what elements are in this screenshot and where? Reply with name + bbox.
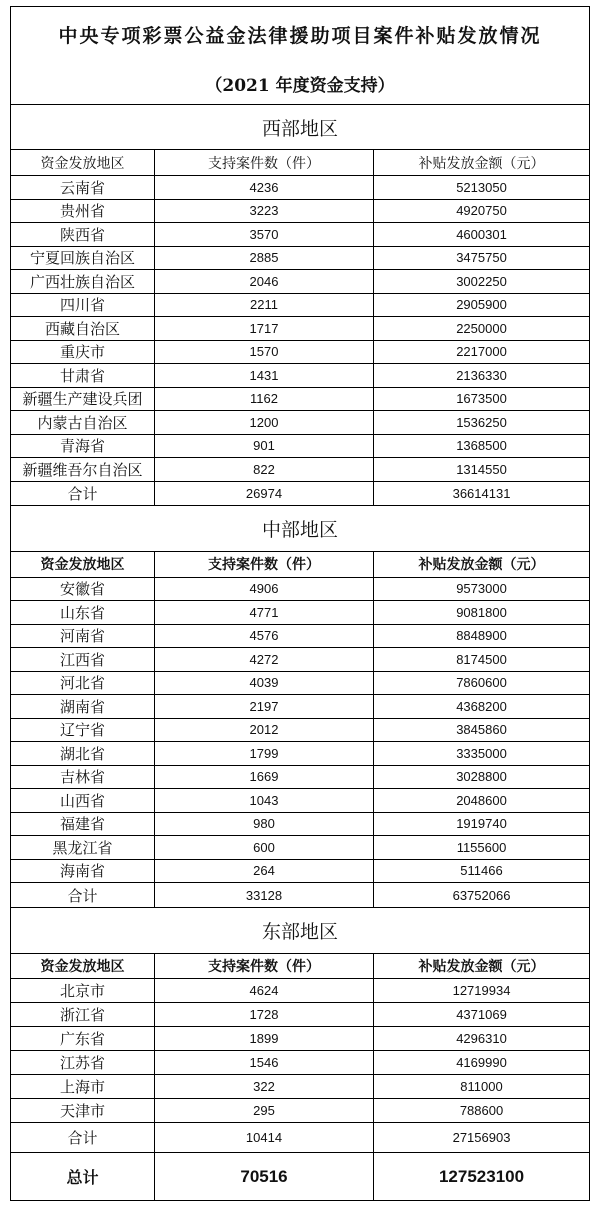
section-title-row [11, 105, 590, 150]
amount-cell: 1155600 [374, 836, 590, 860]
table-row [11, 765, 590, 789]
grand-total-amount: 127523100 [374, 1153, 590, 1201]
amount-cell: 4368200 [374, 695, 590, 719]
region-cell: 湖南省 [11, 695, 155, 719]
cases-cell: 1570 [155, 340, 374, 364]
region-cell: 浙江省 [11, 1003, 155, 1027]
amount-cell: 2250000 [374, 317, 590, 341]
region-cell: 河南省 [11, 624, 155, 648]
table-row [11, 223, 590, 247]
column-header-region: 资金发放地区 [11, 551, 155, 577]
table-row [11, 601, 590, 625]
amount-cell: 1368500 [374, 434, 590, 458]
column-header-cases: 支持案件数（件） [155, 150, 374, 176]
region-cell: 福建省 [11, 812, 155, 836]
grand-total-cases: 70516 [155, 1153, 374, 1201]
region-cell: 贵州省 [11, 199, 155, 223]
section-title: 东部地区 [11, 908, 590, 954]
amount-cell: 4296310 [374, 1027, 590, 1051]
cases-cell: 901 [155, 434, 374, 458]
cases-cell: 4272 [155, 648, 374, 672]
table-row [11, 270, 590, 294]
table-row [11, 718, 590, 742]
amount-cell: 1673500 [374, 387, 590, 411]
cases-cell: 3223 [155, 199, 374, 223]
cases-cell: 980 [155, 812, 374, 836]
table-row [11, 859, 590, 883]
table-row [11, 1051, 590, 1075]
region-cell: 河北省 [11, 671, 155, 695]
table-row [11, 1003, 590, 1027]
amount-cell: 3028800 [374, 765, 590, 789]
amount-cell: 8174500 [374, 648, 590, 672]
region-cell: 江西省 [11, 648, 155, 672]
region-cell: 江苏省 [11, 1051, 155, 1075]
region-cell: 吉林省 [11, 765, 155, 789]
region-cell: 山西省 [11, 789, 155, 813]
subtitle-row [11, 63, 590, 105]
region-cell: 海南省 [11, 859, 155, 883]
amount-cell: 1536250 [374, 411, 590, 435]
amount-cell: 7860600 [374, 671, 590, 695]
cases-cell: 822 [155, 458, 374, 482]
table-row [11, 648, 590, 672]
region-cell: 宁夏回族自治区 [11, 246, 155, 270]
table-row [11, 364, 590, 388]
header-row [11, 150, 590, 176]
amount-cell: 9573000 [374, 577, 590, 601]
document-subtitle: （2021 年度资金支持） [11, 63, 590, 105]
subtotal-cases: 33128 [155, 883, 374, 908]
table-row [11, 1075, 590, 1099]
amount-cell: 4169990 [374, 1051, 590, 1075]
table-row [11, 836, 590, 860]
subtotal-row [11, 883, 590, 908]
amount-cell: 4600301 [374, 223, 590, 247]
region-cell: 上海市 [11, 1075, 155, 1099]
cases-cell: 4236 [155, 176, 374, 200]
cases-cell: 3570 [155, 223, 374, 247]
cases-cell: 4039 [155, 671, 374, 695]
table-row [11, 577, 590, 601]
subtotal-cases: 26974 [155, 481, 374, 505]
cases-cell: 322 [155, 1075, 374, 1099]
subtotal-cases: 10414 [155, 1123, 374, 1153]
cases-cell: 2211 [155, 293, 374, 317]
table-row [11, 293, 590, 317]
document [10, 6, 589, 1201]
header-row [11, 954, 590, 979]
amount-cell: 2217000 [374, 340, 590, 364]
region-cell: 安徽省 [11, 577, 155, 601]
cases-cell: 2012 [155, 718, 374, 742]
section-title: 中部地区 [11, 505, 590, 551]
amount-cell: 511466 [374, 859, 590, 883]
table-row [11, 340, 590, 364]
table-row [11, 789, 590, 813]
column-header-amount: 补贴发放金额（元） [374, 954, 590, 979]
amount-cell: 3335000 [374, 742, 590, 766]
table-row [11, 317, 590, 341]
amount-cell: 3002250 [374, 270, 590, 294]
cases-cell: 4576 [155, 624, 374, 648]
header-row [11, 551, 590, 577]
cases-cell: 1717 [155, 317, 374, 341]
cases-cell: 1200 [155, 411, 374, 435]
amount-cell: 9081800 [374, 601, 590, 625]
document-title: 中央专项彩票公益金法律援助项目案件补贴发放情况 [11, 7, 590, 63]
column-header-region: 资金发放地区 [11, 150, 155, 176]
section-title-row [11, 908, 590, 954]
amount-cell: 4920750 [374, 199, 590, 223]
table-row [11, 812, 590, 836]
subtotal-label: 合计 [11, 883, 155, 908]
cases-cell: 4624 [155, 979, 374, 1003]
region-cell: 新疆维吾尔自治区 [11, 458, 155, 482]
table-row [11, 624, 590, 648]
subtotal-row [11, 481, 590, 505]
region-cell: 重庆市 [11, 340, 155, 364]
subtotal-label: 合计 [11, 1123, 155, 1153]
amount-cell: 2048600 [374, 789, 590, 813]
region-cell: 辽宁省 [11, 718, 155, 742]
cases-cell: 264 [155, 859, 374, 883]
table-row [11, 742, 590, 766]
table-row [11, 695, 590, 719]
section-title: 西部地区 [11, 105, 590, 150]
cases-cell: 1546 [155, 1051, 374, 1075]
table-row [11, 434, 590, 458]
table-row [11, 199, 590, 223]
amount-cell: 3475750 [374, 246, 590, 270]
cases-cell: 2197 [155, 695, 374, 719]
amount-cell: 2905900 [374, 293, 590, 317]
subtotal-row [11, 1123, 590, 1153]
cases-cell: 4906 [155, 577, 374, 601]
cases-cell: 4771 [155, 601, 374, 625]
region-cell: 山东省 [11, 601, 155, 625]
amount-cell: 2136330 [374, 364, 590, 388]
table-row [11, 387, 590, 411]
amount-cell: 788600 [374, 1099, 590, 1123]
subtotal-label: 合计 [11, 481, 155, 505]
region-cell: 云南省 [11, 176, 155, 200]
region-cell: 广东省 [11, 1027, 155, 1051]
column-header-cases: 支持案件数（件） [155, 954, 374, 979]
amount-cell: 3845860 [374, 718, 590, 742]
region-cell: 四川省 [11, 293, 155, 317]
table-row [11, 671, 590, 695]
region-cell: 新疆生产建设兵团 [11, 387, 155, 411]
cases-cell: 1669 [155, 765, 374, 789]
cases-cell: 1799 [155, 742, 374, 766]
amount-cell: 12719934 [374, 979, 590, 1003]
amount-cell: 811000 [374, 1075, 590, 1099]
table-row [11, 458, 590, 482]
cases-cell: 1899 [155, 1027, 374, 1051]
amount-cell: 1919740 [374, 812, 590, 836]
cases-cell: 600 [155, 836, 374, 860]
table-row [11, 979, 590, 1003]
amount-cell: 1314550 [374, 458, 590, 482]
table-body [11, 7, 590, 1201]
region-cell: 西藏自治区 [11, 317, 155, 341]
table-row [11, 246, 590, 270]
grand-total-row [11, 1153, 590, 1201]
region-cell: 湖北省 [11, 742, 155, 766]
amount-cell: 8848900 [374, 624, 590, 648]
region-cell: 广西壮族自治区 [11, 270, 155, 294]
column-header-amount: 补贴发放金额（元） [374, 150, 590, 176]
amount-cell: 5213050 [374, 176, 590, 200]
subtotal-amount: 63752066 [374, 883, 590, 908]
cases-cell: 1162 [155, 387, 374, 411]
region-cell: 黑龙江省 [11, 836, 155, 860]
column-header-amount: 补贴发放金额（元） [374, 551, 590, 577]
subtotal-amount: 36614131 [374, 481, 590, 505]
cases-cell: 1431 [155, 364, 374, 388]
cases-cell: 1043 [155, 789, 374, 813]
region-cell: 内蒙古自治区 [11, 411, 155, 435]
region-cell: 陕西省 [11, 223, 155, 247]
subtotal-amount: 27156903 [374, 1123, 590, 1153]
region-cell: 天津市 [11, 1099, 155, 1123]
amount-cell: 4371069 [374, 1003, 590, 1027]
section-title-row [11, 505, 590, 551]
cases-cell: 1728 [155, 1003, 374, 1027]
grand-total-label: 总计 [11, 1153, 155, 1201]
region-cell: 甘肃省 [11, 364, 155, 388]
subsidy-table [10, 6, 590, 1201]
region-cell: 北京市 [11, 979, 155, 1003]
table-row [11, 1027, 590, 1051]
cases-cell: 2885 [155, 246, 374, 270]
column-header-region: 资金发放地区 [11, 954, 155, 979]
region-cell: 青海省 [11, 434, 155, 458]
table-row [11, 1099, 590, 1123]
column-header-cases: 支持案件数（件） [155, 551, 374, 577]
table-row [11, 411, 590, 435]
cases-cell: 295 [155, 1099, 374, 1123]
title-row [11, 7, 590, 63]
cases-cell: 2046 [155, 270, 374, 294]
table-row [11, 176, 590, 200]
